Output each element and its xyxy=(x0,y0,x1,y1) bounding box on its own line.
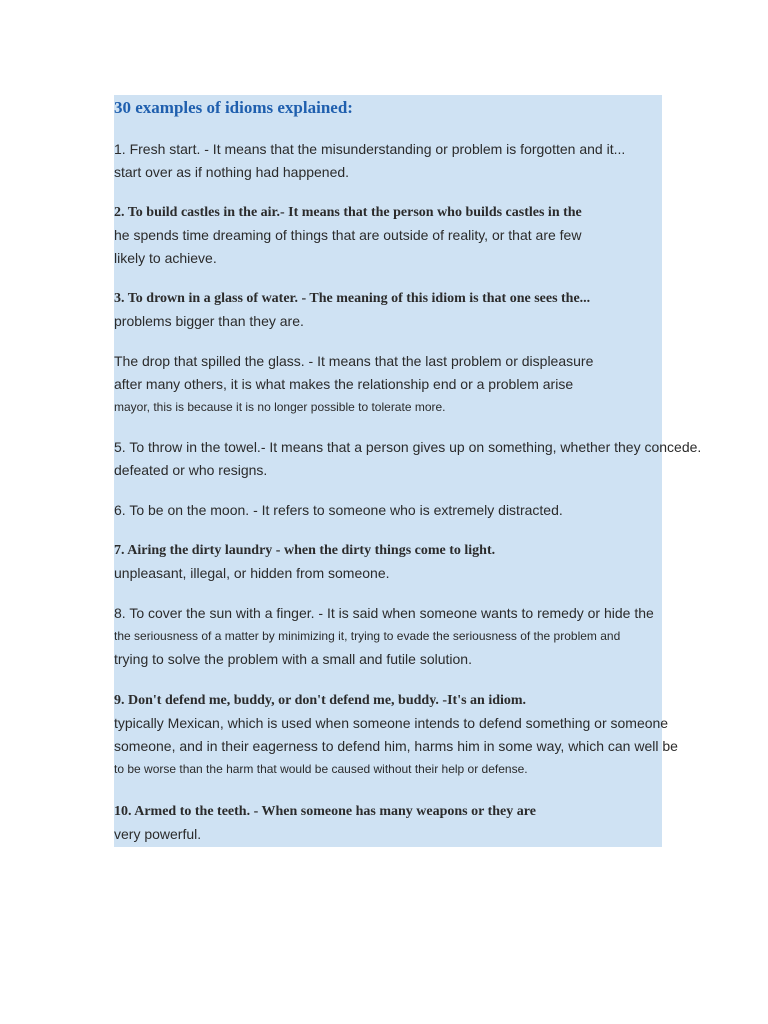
paragraph-line: 2. To build castles in the air.- It means that the person who builds castles in the xyxy=(114,205,582,220)
idiom-paragraph-10 xyxy=(114,800,694,846)
paragraph-line: defeated or who resigns. xyxy=(114,462,268,478)
paragraph-line: 6. To be on the moon. - It refers to someone who is extremely distracted. xyxy=(114,502,563,518)
paragraph-line: someone, and in their eagerness to defend him, harms him in some way, which can well be xyxy=(114,738,678,754)
idiom-paragraph-5 xyxy=(114,436,702,482)
paragraph-line: start over as if nothing had happened. xyxy=(114,164,350,180)
idiom-paragraph-3 xyxy=(114,287,694,333)
idiom-paragraph-6 xyxy=(114,499,694,522)
idiom-paragraph-8 xyxy=(114,602,694,671)
idiom-paragraph-1 xyxy=(114,138,694,184)
paragraph-line: very powerful. xyxy=(114,826,202,842)
paragraph-line: after many others, it is what makes the relationship end or a problem arise xyxy=(114,376,574,392)
paragraph-line: 1. Fresh start. - It means that the misunderstanding or problem is forgotten and it... xyxy=(114,141,626,157)
document-title: 30 examples of idioms explained: xyxy=(114,98,353,117)
paragraph-line: 8. To cover the sun with a finger. - It is said when someone wants to remedy or hide the xyxy=(114,605,654,621)
idiom-paragraph-9 xyxy=(114,689,694,781)
paragraph-line: 7. Airing the dirty laundry - when the dirty things come to light. xyxy=(114,543,496,558)
paragraph-line: typically Mexican, which is used when someone intends to defend something or someone xyxy=(114,715,669,731)
paragraph-line: trying to solve the problem with a small and futile solution. xyxy=(114,651,472,667)
paragraph-line: 9. Don't defend me, buddy, or don't defend me, buddy. -It's an idiom. xyxy=(114,693,527,708)
idiom-paragraph-2 xyxy=(114,201,694,270)
paragraph-line: mayor, this is because it is no longer possible to tolerate more. xyxy=(114,400,446,414)
paragraph-line: 5. To throw in the towel.- It means that a person gives up on something, whether they concede. xyxy=(114,439,702,455)
paragraph-line: likely to achieve. xyxy=(114,250,217,266)
paragraph-line: The drop that spilled the glass. - It means that the last problem or displeasure xyxy=(114,353,594,369)
paragraph-line: he spends time dreaming of things that are outside of reality, or that are few xyxy=(114,227,582,243)
paragraph-line: unpleasant, illegal, or hidden from someone. xyxy=(114,565,390,581)
idiom-paragraph-7 xyxy=(114,539,694,585)
document-body xyxy=(114,95,702,846)
idiom-paragraph-4 xyxy=(114,350,694,419)
paragraph-line: 10. Armed to the teeth. - When someone has many weapons or they are xyxy=(114,804,536,819)
paragraph-line: to be worse than the harm that would be caused without their help or defense. xyxy=(114,762,528,776)
paragraph-line: 3. To drown in a glass of water. - The meaning of this idiom is that one sees the... xyxy=(114,291,591,306)
paragraph-line: problems bigger than they are. xyxy=(114,313,304,329)
paragraph-line: the seriousness of a matter by minimizing it, trying to evade the seriousness of the problem and xyxy=(114,629,621,643)
